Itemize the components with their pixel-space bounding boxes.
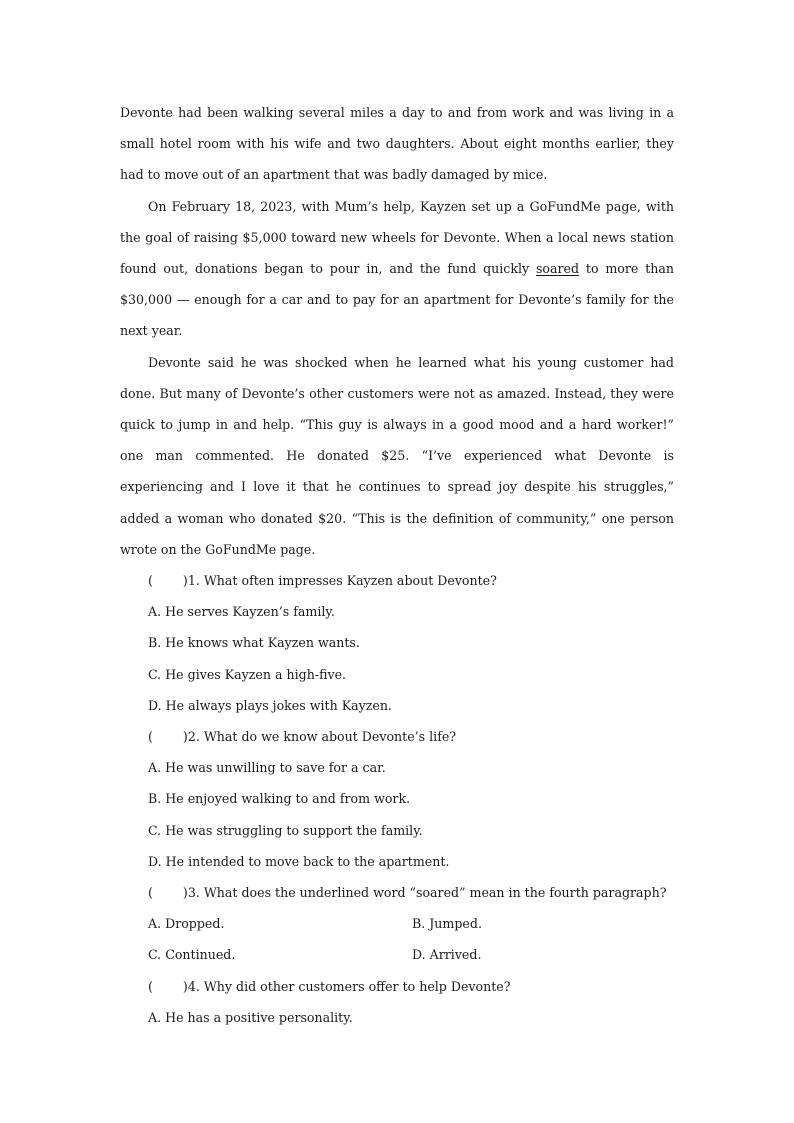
question-3-option-c: C. Continued. xyxy=(148,947,236,963)
question-stem: )1. What often impresses Kayzen about Devonte? xyxy=(182,573,497,589)
question-3-option-d: D. Arrived. xyxy=(412,947,482,963)
answer-blank-open: ( xyxy=(148,573,153,589)
question-3-options-row-2 xyxy=(120,939,674,970)
answer-blank-open: ( xyxy=(148,978,153,994)
question-3 xyxy=(120,877,674,908)
question-3-option-a: A. Dropped. xyxy=(148,916,225,932)
question-4-option-a: A. He has a positive personality. xyxy=(148,1009,353,1025)
passage-paragraph-1: Devonte had been walking several miles a day to and from work and was living in a small hotel room with his wife and two daughters. About eight months earlier, they had to move out of an apartment that was badly damaged by mice. xyxy=(120,105,674,183)
question-3-options-row-1 xyxy=(120,908,674,939)
passage-paragraph-2-text-after: to more than $30,000 — enough for a car and to pay for an apartment for Devonte’s family for the next year. xyxy=(120,261,674,339)
question-2-option-b: B. He enjoyed walking to and from work. xyxy=(148,791,411,807)
question-1-option-a: A. He serves Kayzen’s family. xyxy=(148,604,335,620)
underlined-word: soared xyxy=(535,261,580,277)
question-4 xyxy=(120,971,674,1002)
question-1-option-d: D. He always plays jokes with Kayzen. xyxy=(148,697,392,713)
question-1-option-b: B. He knows what Kayzen wants. xyxy=(148,635,360,651)
question-stem: )2. What do we know about Devonte’s life? xyxy=(182,729,457,745)
passage-paragraph-2 xyxy=(120,191,674,347)
question-2-option-a: A. He was unwilling to save for a car. xyxy=(148,760,386,776)
passage-paragraph-3: Devonte said he was shocked when he learned what his young customer had done. But many of Devonte’s other customers were not as amazed. Instead, they were quick to jump in and help. “This guy is always in a good mood and a hard worker!” one man commented. He donated $25. “I’ve experienced what Devonte is experiencing and I love it that he continues to spread joy despite his struggles,” added a woman who donated $20. “This is the definition of community,” one person wrote on the GoFundMe page. xyxy=(120,354,674,557)
question-2 xyxy=(120,721,674,752)
question-2-option-d: D. He intended to move back to the apartment. xyxy=(148,853,450,869)
answer-blank-open: ( xyxy=(148,729,153,745)
question-stem: )4. Why did other customers offer to help Devonte? xyxy=(182,978,511,994)
answer-blank-open: ( xyxy=(148,885,153,901)
question-3-option-b: B. Jumped. xyxy=(412,916,482,932)
question-2-option-c: C. He was struggling to support the family. xyxy=(148,822,423,838)
question-1 xyxy=(120,565,674,596)
passage-paragraph-2-text-before: On February 18, 2023, with Mum’s help, Kayzen set up a GoFundMe page, with the goal of raising $5,000 toward new wheels for Devonte. When a local news station found out, donations began to pour in, and the fund quickly xyxy=(120,198,674,277)
question-stem: )3. What does the underlined word “soared” mean in the fourth paragraph? xyxy=(182,885,667,901)
document-page xyxy=(120,97,674,1033)
question-1-option-c: C. He gives Kayzen a high-five. xyxy=(148,666,347,682)
